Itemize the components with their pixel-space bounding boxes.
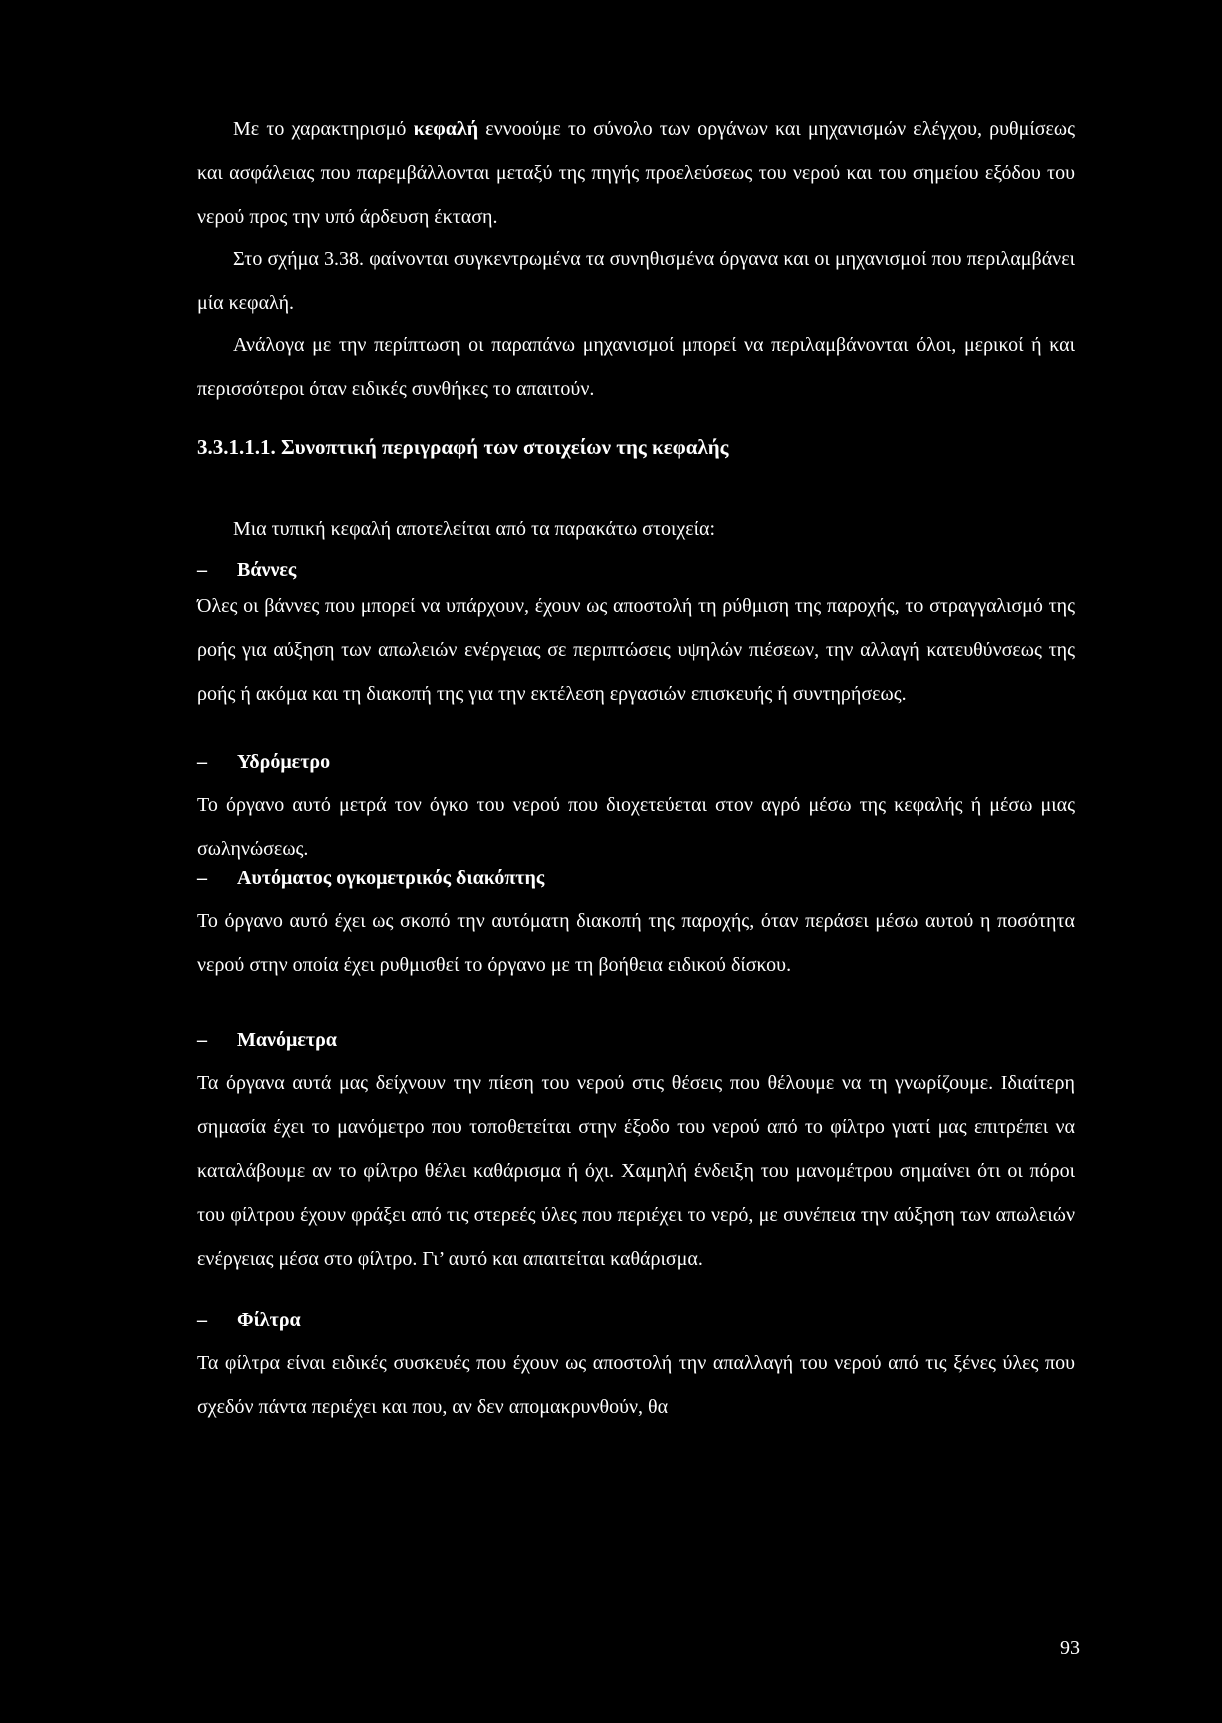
item-title-filters — [197, 1305, 301, 1335]
item-title-pressure-gauges — [197, 1025, 337, 1055]
item-dash: – — [197, 559, 207, 581]
item-title-text: Βάννες — [237, 559, 297, 581]
intro-paragraph-1 — [197, 107, 1075, 239]
section-lead: Μια τυπική κεφαλή αποτελείται από τα παρακάτω στοιχεία: — [233, 518, 716, 540]
item-title-volumetric-switch — [197, 863, 544, 893]
item-text-filters: Τα φίλτρα είναι ειδικές συσκευές που έχουν ως αποστολή την απαλλαγή του νερού από τις ξένες ύλες που σχεδόν πάντα περιέχει και που, αν δεν απομακρυνθούν, θα — [197, 1352, 1075, 1418]
intro-p1-before: Με το χαρακτηρισμό — [233, 118, 414, 140]
intro-paragraph-3: Ανάλογα με την περίπτωση οι παραπάνω μηχανισμοί μπορεί να περιλαμβάνονται όλοι, μερικοί ή και περισσότεροι όταν ειδικές συνθήκες το απαιτούν. — [197, 334, 1075, 400]
item-dash: – — [197, 867, 207, 889]
item-dash: – — [197, 1029, 207, 1051]
item-dash: – — [197, 751, 207, 773]
intro-p1-bold-term: κεφαλή — [413, 118, 479, 140]
item-dash: – — [197, 1309, 207, 1331]
section-heading: 3.3.1.1.1. Συνοπτική περιγραφή των στοιχείων της κεφαλής — [197, 435, 729, 459]
item-title-text: Μανόμετρα — [237, 1029, 337, 1051]
page-number: 93 — [1060, 1637, 1080, 1659]
item-title-text: Φίλτρα — [237, 1309, 301, 1331]
item-title-text: Υδρόμετρο — [237, 751, 331, 773]
item-title-water-meter — [197, 747, 330, 777]
item-text-volumetric-switch: Το όργανο αυτό έχει ως σκοπό την αυτόματη διακοπή της παροχής, όταν περάσει μέσω αυτού η ποσότητα νερού στην οποία έχει ρυθμισθεί το όργανο με τη βοήθεια ειδικού δίσκου. — [197, 910, 1075, 976]
item-title-valves — [197, 555, 296, 585]
item-text-valves: Όλες οι βάννες που μπορεί να υπάρχουν, έχουν ως αποστολή τη ρύθμιση της παροχής, το στραγγαλισμό της ροής για αύξηση των απωλειών ενέργειας σε περιπτώσεις υψηλών πιέσεων, την αλλαγή κατευθύνσεως της ροής ή ακόμα και τη διακοπή της για την εκτέλεση εργασιών επισκευής ή συντηρήσεως. — [197, 595, 1075, 705]
intro-paragraph-2: Στο σχήμα 3.38. φαίνονται συγκεντρωμένα τα συνηθισμένα όργανα και οι μηχανισμοί που περιλαμβάνει μία κεφαλή. — [197, 248, 1075, 314]
item-title-text: Αυτόματος ογκομετρικός διακόπτης — [237, 867, 545, 889]
intro-p1-after: εννοούμε το σύνολο των οργάνων και μηχανισμών ελέγχου, ρυθμίσεως και ασφάλειας που παρεμβάλλονται μεταξύ της πηγής προελεύσεως του νερού και του σημείου εξόδου του νερού προς την υπό άρδευση έκταση. — [197, 118, 1075, 228]
item-text-pressure-gauges: Τα όργανα αυτά μας δείχνουν την πίεση του νερού στις θέσεις που θέλουμε να τη γνωρίζουμε. Ιδιαίτερη σημασία έχει το μανόμετρο που τοποθετείται στην έξοδο του νερού από το φίλτρο γιατί μας επιτρέπει να καταλάβουμε αν το φίλτρο θέλει καθάρισμα ή όχι. Χαμηλή ένδειξη του μανομέτρου σημαίνει ότι οι πόροι του φίλτρου έχουν φράξει από τις στερεές ύλες που περιέχει το νερό, με συνέπεια την αύξηση των απωλειών ενέργειας μέσα στο φίλτρο. Γι’ αυτό και απαιτείται καθάρισμα. — [197, 1072, 1075, 1270]
item-text-water-meter: Το όργανο αυτό μετρά τον όγκο του νερού που διοχετεύεται στον αγρό μέσω της κεφαλής ή μέσω μιας σωληνώσεως. — [197, 794, 1075, 860]
